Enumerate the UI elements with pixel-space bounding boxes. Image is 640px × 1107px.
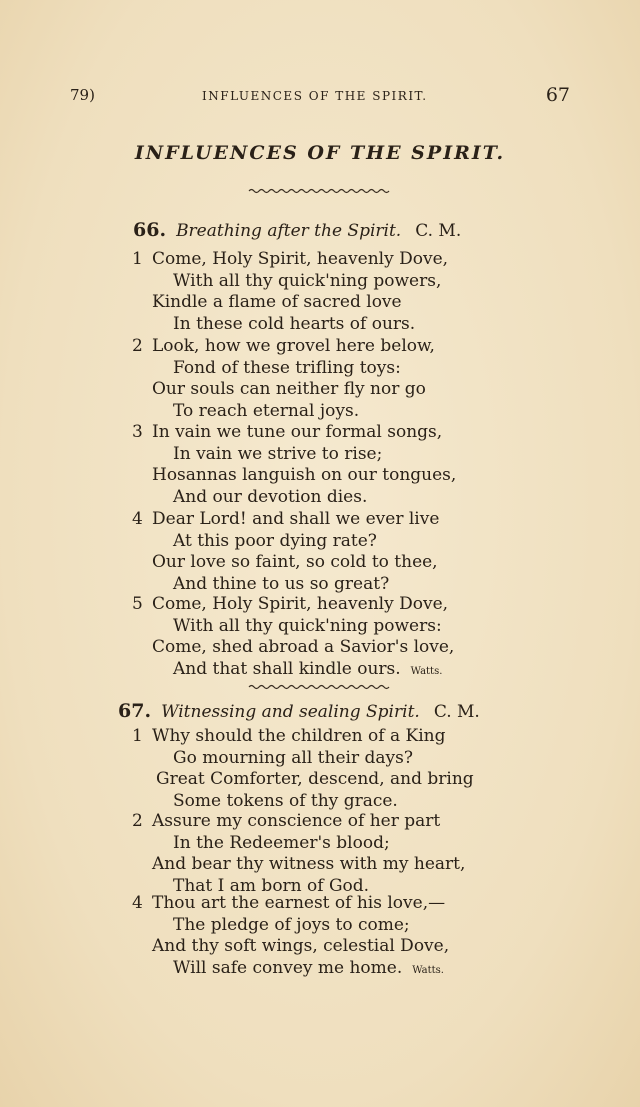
- verse-line: Come, Holy Spirit, heavenly Dove,: [152, 594, 449, 614]
- verse-line: Kindle a flame of sacred love: [152, 292, 402, 312]
- stanza-number: 3: [132, 422, 143, 442]
- verse-line: With all thy quick'ning powers,: [173, 270, 442, 291]
- hymn-title: Breathing after the Spirit.: [176, 221, 402, 241]
- verse-line: To reach eternal joys.: [173, 400, 360, 421]
- verse-line: And thine to us so great?: [173, 573, 390, 594]
- hymn-67-stanza-2: [132, 811, 465, 897]
- running-head-title: INFLUENCES OF THE SPIRIT.: [202, 89, 428, 103]
- verse-line: Come, shed abroad a Savior's love,: [152, 637, 455, 657]
- verse-line: Great Comforter, descend, and bring: [156, 769, 474, 789]
- verse-line: Look, how we grovel here below,: [152, 336, 435, 356]
- hymn-66-stanza-1: [132, 249, 448, 335]
- hymn-number: 66.: [133, 219, 167, 241]
- stanza-number: 4: [132, 509, 143, 529]
- verse-line: And thy soft wings, celestial Dove,: [152, 936, 450, 956]
- hymn-66-heading: [133, 219, 461, 241]
- page-number: 67: [545, 84, 570, 106]
- hymn-66-stanza-5: [132, 594, 454, 682]
- verse-line: With all thy quick'ning powers:: [173, 615, 442, 636]
- verse-line: Our souls can neither fly nor go: [152, 379, 426, 399]
- verse-line: Come, Holy Spirit, heavenly Dove,: [152, 249, 449, 269]
- ornamental-rule-top: [248, 186, 390, 196]
- stanza-number: 5: [132, 594, 143, 614]
- verse-line: Go mourning all their days?: [173, 747, 413, 768]
- verse-line: That I am born of God.: [173, 875, 370, 896]
- verse-line: Why should the children of a King: [152, 726, 446, 746]
- verse-line: In vain we strive to rise;: [173, 443, 383, 464]
- verse-line: In the Redeemer's blood;: [173, 832, 390, 853]
- hymn-meter: C. M.: [415, 221, 462, 241]
- hymn-67-stanza-1: [132, 726, 474, 812]
- verse-line: Hosannas languish on our tongues,: [152, 465, 457, 485]
- verse-line: At this poor dying rate?: [173, 530, 377, 551]
- stanza-number: 1: [132, 249, 143, 269]
- hymn-66-stanza-3: [132, 422, 456, 508]
- verse-line: In these cold hearts of ours.: [173, 313, 416, 334]
- stanza-number: 4: [132, 893, 143, 913]
- hymn-title: Witnessing and sealing Spirit.: [161, 702, 420, 722]
- verse-line: Our love so faint, so cold to thee,: [152, 552, 438, 572]
- hymn-range-marker: 79): [70, 86, 95, 104]
- stanza-number: 2: [132, 336, 143, 356]
- stanza-number: 2: [132, 811, 143, 831]
- verse-line: And that shall kindle ours.: [173, 658, 401, 679]
- verse-line: Dear Lord! and shall we ever live: [152, 509, 440, 529]
- hymn-67-stanza-4: [132, 893, 449, 981]
- hymn-66-stanza-2: [132, 336, 435, 422]
- stanza-number: 1: [132, 726, 143, 746]
- running-head: [70, 86, 570, 110]
- verse-line: Assure my conscience of her part: [152, 811, 441, 831]
- verse-line: The pledge of joys to come;: [173, 914, 410, 935]
- verse-line: Thou art the earnest of his love,—: [152, 893, 446, 913]
- hymn-67-heading: [118, 700, 480, 722]
- verse-line: Will safe convey me home.: [173, 957, 403, 978]
- verse-line: And our devotion dies.: [173, 486, 368, 507]
- verse-line: Some tokens of thy grace.: [173, 790, 398, 811]
- hymn-66-stanza-4: [132, 509, 439, 595]
- section-title: INFLUENCES OF THE SPIRIT.: [134, 142, 506, 164]
- hymn-number: 67.: [118, 700, 152, 722]
- attribution: Watts.: [412, 964, 444, 976]
- verse-line: And bear thy witness with my heart,: [152, 854, 466, 874]
- verse-line: Fond of these trifling toys:: [173, 357, 401, 378]
- attribution: Watts.: [410, 665, 443, 677]
- verse-line: In vain we tune our formal songs,: [152, 422, 443, 442]
- hymn-meter: C. M.: [433, 702, 480, 722]
- ornamental-rule-divider: [248, 682, 390, 692]
